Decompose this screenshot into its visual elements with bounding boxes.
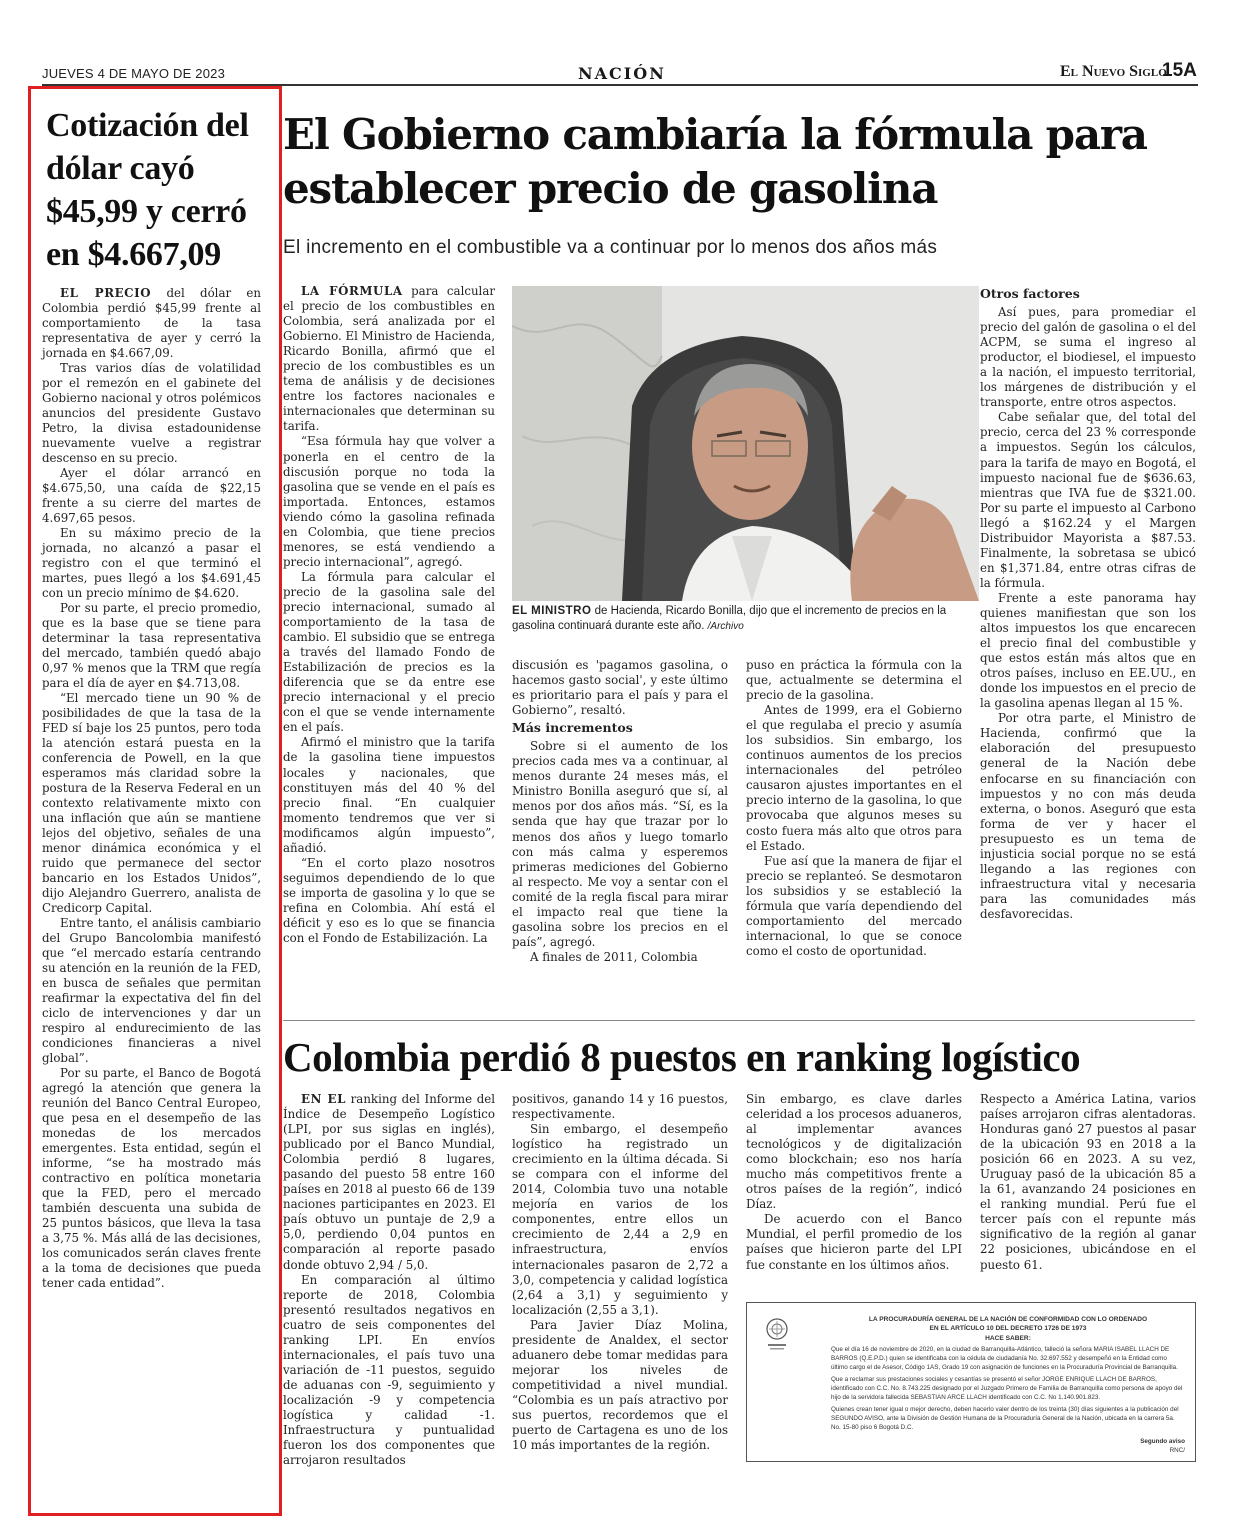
main-story-paragraph: Cabe señalar que, del total del precio, cerca del 23 % corresponde a impuestos. Según los cálculos, para la tarifa de mayo en Bogotá, el impuesto nacional fue de $636.63, mientras que IVA fue de $321.00. Por su parte el impuesto al Carbono llegó a $162.24 y el Margen Distribuidor Mayorista a $87.53. Finalmente, la sobretasa se ubicó en $1,371.84, entre otras cifras de la fórmula. [980,410,1196,590]
notice-paragraph: Que a reclamar sus prestaciones sociales y cesantías se presentó el señor JORGE ENRIQUE LLACH DE BARROS, identificado con C.C. No. 8.743.225 designado por el Juzgado Primero de Familia de Barranquilla como persona de apoyo del hijo de la servidora fallecida SEBASTIAN ARCE LLACH identificado con C.C. No 1.140.901.823. [831,1375,1183,1402]
main-story-column-3 [746,658,962,959]
minister-photo-illustration [512,286,979,601]
main-story-paragraph [283,284,495,434]
main-story-text: para calcular el precio de los combustibles en Colombia, será analizada por el Gobierno. El Ministro de Hacienda, Ricardo Bonilla, afirmó que el precio de los combustibles es un tema de análisis y de decisiones entre los factores nacionales e internacionales que determinan su tarifa. [283,284,496,434]
main-story-paragraph: Sobre si el aumento de los precios cada mes va a continuar, al menos durante 24 meses más, el Ministro Bonilla aseguró que sí, al menos por dos años más. “Sí, es la senda que hay que trazar por lo menos dos años y luego tomarlo con más calma y esperemos primeras mediciones del Gobierno al respecto. Me voy a sentar con el comité de la regla fiscal para mirar el impacto real que tiene la gasolina sobre los precios en el país”, agregó. [512,739,728,949]
second-story-column-1 [283,1092,495,1468]
left-story-lead: EL PRECIO [60,286,152,300]
photo-caption [512,604,979,634]
main-story-paragraph: discusión es 'pagamos gasolina, o hacemos gasto social', y este último es prioritario para el país y para el Gobierno”, resaltó. [512,658,728,718]
left-story-paragraph: Ayer el dólar arrancó en $4.675,50, una caída de $22,15 frente a su cierre del martes de 4.697,65 pesos. [42,466,261,525]
caption-lead: EL MINISTRO [512,605,592,617]
left-story-body [42,286,261,1291]
second-story-paragraph: De acuerdo con el Banco Mundial, el perfil promedio de los países que hicieron parte del LPI fue constante en los últimos años. [746,1212,962,1272]
notice-sign: Segundo aviso [1140,1437,1185,1445]
notice-body [831,1345,1185,1433]
main-story-paragraph: puso en práctica la fórmula con la que, actualmente se determina el precio de la gasolina. [746,658,962,703]
page-date: JUEVES 4 DE MAYO DE 2023 [42,66,226,81]
subheading-mas-incrementos: Más incrementos [512,720,633,736]
page-number: 15A [1162,60,1197,81]
main-story-title: El Gobierno cambiaría la fórmula para establecer precio de gasolina [283,110,1147,213]
left-story-paragraph: Entre tanto, el análisis cambiario del Grupo Bancolombia manifestó que “el mercado estaría centrando su atención en la reunión de la FED, en busca de señales que permitan reafirmar la expectativa del fin del ciclo de intervenciones y dar un respiro al endurecimiento de las condiciones financieras a nivel global”. [42,916,261,1065]
left-story-title: Cotización del dólar cayó $45,99 y cerró en $4.667,09 [46,107,249,273]
second-story-lead: EN EL [301,1092,347,1106]
second-story-paragraph: En comparación al último reporte de 2018, Colombia presentó resultados negativos en cuatro de seis componentes del ranking LPI. En envíos internacionales, el país tuvo una variación de -11 puestos, seguido de aduanas con -9, seguimiento y localización -9 y competencia logística y calidad -1. Infraestructura y puntualidad fueron los dos componentes que arrojaron resultados [283,1272,495,1468]
second-story-paragraph: Sin embargo, el desempeño logístico ha registrado un crecimiento en la última década. Si se compara con el informe del 2014, Colombia tuvo una notable mejoría en varios de los componentes, entre ellos un crecimiento de 2,44 a 2,9 en infraestructura, envíos internacionales pasaron de 2,72 a 3,0, competencia y calidad logística (2,64 a 3,1) y seguimiento y localización (2,55 a 3,1). [512,1122,728,1317]
second-story-paragraph: Respecto a América Latina, varios países arrojaron cifras alentadoras. Honduras ganó 27 puestos al pasar de la ubicación 93 en 2018 a la posición 66 en 2023. A su vez, Uruguay pasó de la ubicación 85 a la 61, avanzando 24 posiciones en el ranking mundial. Perú fue el tercer país con el repunte más significativo de la región al ganar 22 posiciones, ubicándose en el puesto 61. [980,1092,1196,1272]
second-story-column-3 [746,1092,962,1273]
main-story-subtitle: El incremento en el combustible va a continuar por lo menos dos años más [283,237,938,258]
minister-photo [512,286,979,601]
main-story-paragraph: “En el corto plazo nosotros seguimos dependiendo de lo que se importa de gasolina y lo que se refina en Colombia. Ahí está el déficit y eso es lo que se financia con el Fondo de Estabilización. La [283,855,495,946]
main-story-column-4 [980,284,1196,922]
story-separator [283,1020,1195,1021]
main-story-paragraph: Por otra parte, el Ministro de Hacienda, confirmó que la elaboración del presupuesto general de la Nación debe enfocarse en su financiación con impuestos y no con más deuda externa, o bonos. Aseguró que esta forma de ver y hacer el presupuesto es un tema de injusticia social porque no se está llegando a las regiones con infraestructura vital y necesaria para las comunidades más desfavorecidas. [980,711,1196,921]
notice-paragraph: Quienes crean tener igual o mejor derecho, deben hacerlo valer dentro de los treinta (30) días siguientes a la publicación del SEGUNDO AVISO, ante la División de Gestión Humana de la Procuraduría General de la Nación, ubicada en la carrera 5a. No. 15-80 piso 6 Bogotá D.C. [831,1405,1179,1432]
notice-heading-1: LA PROCURADURÍA GENERAL DE LA NACIÓN DE CONFORMIDAD CON LO ORDENADO [868,1316,1148,1323]
subheading-otros-factores: Otros factores [980,286,1080,301]
second-story-paragraph [283,1092,495,1273]
left-story-paragraph: Por su parte, el precio promedio, que es la base que se tiene para determinar la tasa representativa del mercado, también quedó abajo 0,97 % menos que la TRM que regía para el día de ayer en $4.713,08. [42,601,261,690]
left-story-paragraph [42,286,261,361]
second-story-paragraph: positivos, ganando 14 y 16 puestos, respectivamente. [512,1092,728,1122]
main-story-paragraph: Antes de 1999, era el Gobierno el que regulaba el precio y asumía los subsidios. Sin embargo, los continuos aumentos de los precios internacionales del petróleo causaron ajustes importantes en el precio interno de la gasolina, lo que provocaba que algunos meses su costo fuera más alto que otros para el Estado. [746,703,962,853]
main-story-paragraph: Así pues, para promediar el precio del galón de gasolina o el del ACPM, se suma el ingreso al productor, el biodiesel, el impuesto a la nación, el impuesto territorial, los márgenes de distribución y el transporte, entre otros aspectos. [980,305,1196,410]
legal-notice [746,1302,1196,1462]
caption-credit: /Archivo [707,621,744,632]
main-story-paragraph: La fórmula para calcular el precio de la gasolina sale del precio internacional, sumado al comportamiento de la tasa de cambio. El subsidio que se entrega a través del llamado Fondo de Estabilización de precios es la diferencia que se da entre ese precio internacional y el precio con el que se vende internamente en el país. [283,569,495,735]
second-story-text: ranking del Informe del Índice de Desempeño Logístico (LPI, por sus siglas en inglés), publicado por el Banco Mundial, Colombia perdió 8 lugares, pasando del puesto 58 entre 160 países en 2018 al puesto 66 de 139 naciones participantes en 2023. El país obtuvo un puntaje de 2,9 a 5,0, perdiendo 0,04 puntos en comparación al reporte pasado donde obtuvo 2,94 / 5,0. [283,1092,495,1272]
second-story-title: Colombia perdió 8 puestos en ranking logístico [283,1034,1081,1080]
main-story-column-2 [512,658,728,965]
left-story-text: del dólar en Colombia perdió $45,99 frente al comportamiento de la tasa representativa de ayer y cerró la jornada en $4.667,09. [42,286,261,360]
left-story-paragraph: En su máximo precio de la jornada, no alcanzó a pasar el registro con el que terminó el martes, pues llegó a los $4.691,45 con un precio mínimo de $4.620. [42,526,261,600]
left-story-paragraph: Por su parte, el Banco de Bogotá agregó la atención que genera la reunión del Banco Central Europeo, que pesa en el desempeño de las monedas de los mercados emergentes. Esta entidad, según el informe, “se ha mostrado más contractivo en política monetaria que la FED, pero el mercado también descuenta una subida de 25 puntos básicos, que lleva la tasa a 3,75 %. Más allá de las decisiones, los comunicados serán claves frente a la toma de decisiones que pueda tener cada entidad”. [42,1066,261,1290]
notice-ref: RNC/ [1169,1446,1185,1454]
main-story-column-1 [283,284,495,946]
notice-paragraph: Que el día 16 de noviembre de 2020, en la ciudad de Barranquilla-Atlántico, falleció la señora MARIA ISABEL LLACH DE BARROS (Q.E.P.D.) quien se identificaba con la cédula de ciudadanía No. 32.697.552 y desempeñó en la Entidad como último cargo el de Asesor, Código 1AS, Grado 19 con asignación de funciones en la Procuraduría Provincial de Barranquilla. [831,1345,1178,1372]
main-story-paragraph: “Esa fórmula hay que volver a ponerla en el centro de la discusión porque no toda la gasolina que se vende en el país es importada. Entonces, estamos viendo cómo la gasolina refinada en Colombia, que tiene precios menores, se está vendiendo a precio internacional”, agregó. [283,434,495,569]
procuraduria-seal-icon [763,1317,791,1357]
caption-text: de Hacienda, Ricardo Bonilla, dijo que el incremento de precios en la gasolina continuará durante este año. [512,605,947,632]
left-story-paragraph: “El mercado tiene un 90 % de posibilidades de que la tasa de la FED sí baje los 25 puntos, pero toda la atención estará puesta en la conferencia de Powell, en la que esperamos más claridad sobre la postura de la Reserva Federal en un contexto relativamente mixto con una inflación que aún se mantiene lejos del objetivo, señales de una menor dinámica económica y el ruido que permanece del sector bancario en los Estados Unidos”, dijo Alejandro Guerrero, analista de Credicorp Capital. [42,691,261,915]
second-story-paragraph: Para Javier Díaz Molina, presidente de Analdex, el sector aduanero debe tomar medidas para mejorar los niveles de competitividad a nivel mundial. “Colombia es un país atractivo por sus puertos, recordemos que el puerto de Cartagena es uno de los 10 más importantes de la región. [512,1317,728,1453]
second-story-column-4 [980,1092,1196,1273]
main-story-paragraph: Fue así que la manera de fijar el precio se replanteó. Se desmotaron los subsidios y se estableció la fórmula que varía dependiendo del comportamiento del mercado internacional, lo que se conoce como el costo de oportunidad. [746,853,962,958]
left-story-paragraph: Tras varios días de volatilidad por el remezón en el gabinete del Gobierno nacional y otros polémicos anuncios del presidente Gustavo Petro, la divisa estadounidense nuevamente vuelve a registrar descenso en su precio. [42,361,261,465]
main-story-paragraph: A finales de 2011, Colombia [530,949,698,964]
main-story-paragraph: Afirmó el ministro que la tarifa de la gasolina tiene impuestos locales y nacionales, que constituyen más del 40 % del precio final. “En cualquier momento tendremos que ver si modificamos algún impuesto”, añadió. [283,735,495,855]
section-name: NACIÓN [578,64,666,83]
newspaper-brand: El Nuevo Siglo [1060,63,1167,80]
notice-heading-2: EN EL ARTÍCULO 10 DEL DECRETO 1726 DE 1973 [929,1325,1087,1333]
notice-heading-3: HACE SABER: [985,1334,1031,1342]
second-story-paragraph: Sin embargo, es clave darles celeridad a los procesos aduaneros, al implementar avances tecnológicos y de digitalización como blockchain; eso nos haría mucho más competitivos frente a otros países de la región”, indicó Díaz. [746,1092,962,1212]
main-story-lead: LA FÓRMULA [301,284,403,298]
main-story-paragraph: Frente a este panorama hay quienes manifiestan que son los altos impuestos los que encarecen el precio final del combustible y que estos están más altos que en otros países, incluso en EE.UU., en donde los impuestos en el precio de la gasolina apenas llegan al 15 %. [980,590,1196,711]
second-story-column-2 [512,1092,728,1453]
